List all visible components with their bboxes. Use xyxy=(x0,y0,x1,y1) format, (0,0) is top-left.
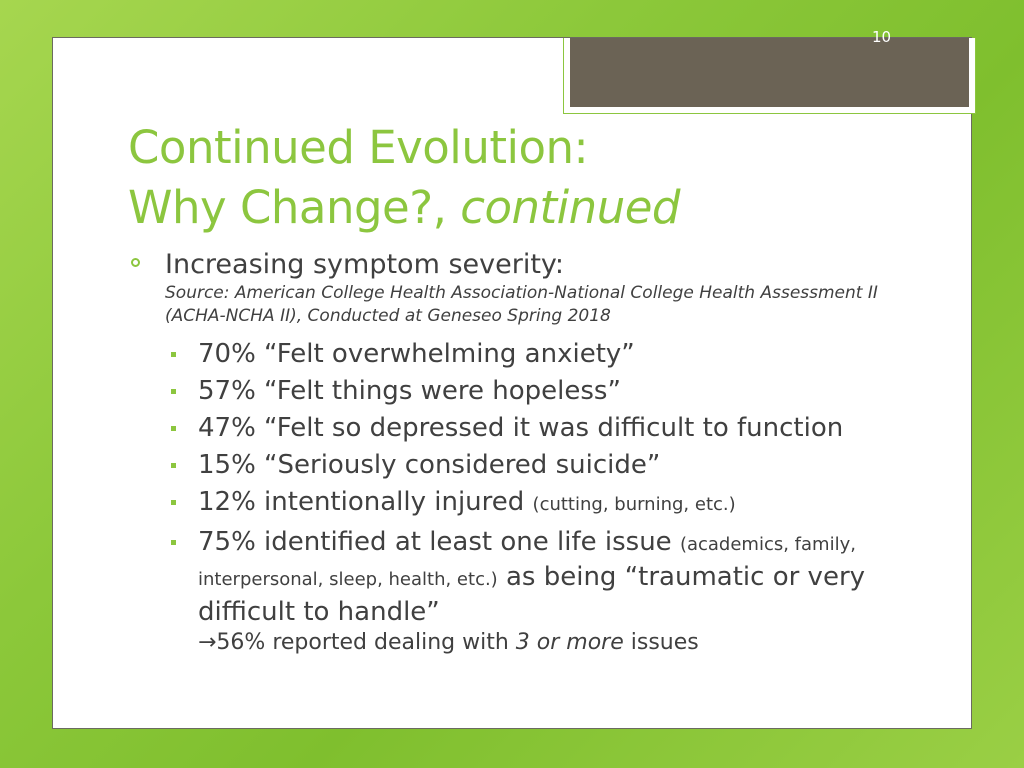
stat-text: 15% “Seriously considered suicide” xyxy=(198,450,661,480)
stat-text: 75% identified at least one life issue xyxy=(198,527,680,557)
stat-text: 70% “Felt overwhelming anxiety” xyxy=(198,339,635,369)
title-line-2: Why Change?, xyxy=(128,181,461,234)
main-bullet xyxy=(165,248,925,328)
square-bullet-icon xyxy=(171,426,176,431)
main-bullet-heading: Increasing symptom severity: xyxy=(165,249,565,280)
stat-text-after: as being “traumatic or very difficult to handle” xyxy=(198,562,866,627)
stat-text: 57% “Felt things were hopeless” xyxy=(198,376,621,406)
title-line-1: Continued Evolution: xyxy=(128,121,589,174)
stat-detail: (cutting, burning, etc.) xyxy=(532,494,736,515)
square-bullet-icon xyxy=(171,540,176,545)
list-item xyxy=(198,526,918,658)
statistics-list xyxy=(198,338,918,663)
list-item xyxy=(198,449,918,481)
source-citation: Source: American College Health Association-National College Health Assessment II (ACHA-NCHA II), Conducted at Geneseo Spring 2018 xyxy=(165,283,878,326)
stat-text: 47% “Felt so depressed it was difficult to function xyxy=(198,413,844,443)
arrow-note-italic: 3 or more xyxy=(515,630,624,655)
header-tab xyxy=(563,38,976,114)
list-item xyxy=(198,375,918,407)
arrow-note-prefix: →56% reported dealing with xyxy=(198,630,516,655)
list-item xyxy=(198,412,918,444)
square-bullet-icon xyxy=(171,389,176,394)
arrow-note-suffix: issues xyxy=(623,630,699,655)
square-bullet-icon xyxy=(171,352,176,357)
slide-number: 10 xyxy=(872,28,892,46)
title-line-2-italic: continued xyxy=(460,181,680,234)
square-bullet-icon xyxy=(171,463,176,468)
slide-title xyxy=(128,118,680,238)
list-item xyxy=(198,486,918,521)
list-item xyxy=(198,338,918,370)
circle-bullet-icon xyxy=(131,258,140,267)
stat-detail: (academics, family, interpersonal, sleep, health, etc.) xyxy=(198,534,856,590)
header-tab-fill xyxy=(570,38,969,107)
stat-text: 12% intentionally injured xyxy=(198,487,533,517)
square-bullet-icon xyxy=(171,500,176,505)
arrow-note xyxy=(198,628,918,658)
